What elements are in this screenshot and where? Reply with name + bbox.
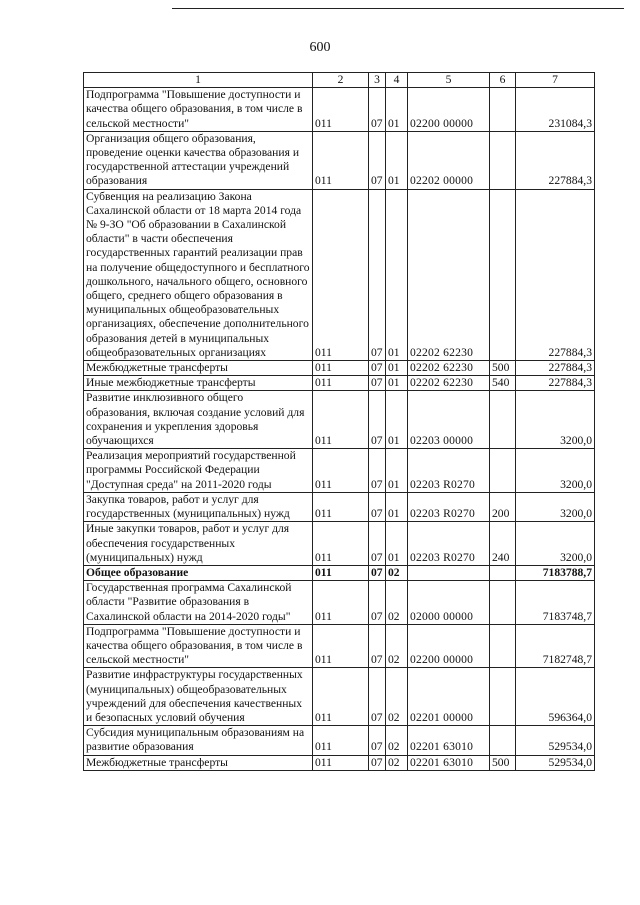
table-row [84, 522, 595, 566]
cell-expense-type [490, 565, 516, 580]
cell-target-article: 02202 62230 [408, 189, 490, 360]
cell-name: Межбюджетные трансферты [84, 755, 313, 770]
cell-section-code: 07 [369, 131, 386, 189]
cell-ministry-code: 011 [313, 492, 369, 521]
header-cell-5: 5 [408, 73, 490, 88]
table-row [84, 755, 595, 770]
cell-ministry-code: 011 [313, 755, 369, 770]
cell-name: Реализация мероприятий государственной программы Российской Федерации "Доступная среда" на 2011-2020 годы [84, 449, 313, 493]
cell-section-code: 07 [369, 624, 386, 668]
cell-target-article: 02202 62230 [408, 376, 490, 391]
cell-subsection-code: 01 [386, 189, 408, 360]
cell-expense-type: 240 [490, 522, 516, 566]
cell-amount: 7183748,7 [516, 581, 595, 625]
cell-target-article: 02203 R0270 [408, 449, 490, 493]
cell-ministry-code: 011 [313, 376, 369, 391]
cell-amount: 3200,0 [516, 449, 595, 493]
cell-ministry-code: 011 [313, 361, 369, 376]
cell-target-article: 02201 63010 [408, 726, 490, 755]
cell-section-code: 07 [369, 361, 386, 376]
cell-name: Субвенция на реализацию Закона Сахалинской области от 18 марта 2014 года № 9-ЗО "Об образовании в Сахалинской области" в части обеспечения государственных гарантий реализации прав на получение общедоступного и бесплатного дошкольного, начального общего, основного общего, среднего общего образования в муниципальных общеобразовательных организациях, обеспечение дополнительного образования детей в муниципальных общеобразовательных организациях [84, 189, 313, 360]
cell-subsection-code: 01 [386, 361, 408, 376]
table-row [84, 391, 595, 449]
cell-ministry-code: 011 [313, 624, 369, 668]
cell-section-code: 07 [369, 449, 386, 493]
cell-target-article: 02203 R0270 [408, 492, 490, 521]
cell-amount: 529534,0 [516, 755, 595, 770]
cell-ministry-code: 011 [313, 131, 369, 189]
cell-ministry-code: 011 [313, 522, 369, 566]
table-row [84, 726, 595, 755]
cell-ministry-code: 011 [313, 189, 369, 360]
table-row [84, 668, 595, 726]
header-cell-3: 3 [369, 73, 386, 88]
header-cell-2: 2 [313, 73, 369, 88]
cell-ministry-code: 011 [313, 391, 369, 449]
cell-amount: 529534,0 [516, 726, 595, 755]
cell-subsection-code: 01 [386, 391, 408, 449]
cell-expense-type [490, 88, 516, 132]
cell-target-article: 02202 00000 [408, 131, 490, 189]
cell-name: Организация общего образования, проведение оценки качества образования и государственной аттестации учреждений образования [84, 131, 313, 189]
header-cell-7: 7 [516, 73, 595, 88]
table-row [84, 361, 595, 376]
cell-subsection-code: 02 [386, 581, 408, 625]
cell-name: Подпрограмма "Повышение доступности и качества общего образования, в том числе в сельской местности" [84, 88, 313, 132]
cell-section-code: 07 [369, 189, 386, 360]
cell-subsection-code: 02 [386, 668, 408, 726]
table-row [84, 189, 595, 360]
cell-amount: 3200,0 [516, 391, 595, 449]
cell-ministry-code: 011 [313, 668, 369, 726]
cell-expense-type [490, 581, 516, 625]
cell-target-article: 02202 62230 [408, 361, 490, 376]
cell-name: Подпрограмма "Повышение доступности и качества общего образования, в том числе в сельской местности" [84, 624, 313, 668]
cell-target-article: 02203 R0270 [408, 522, 490, 566]
header-cell-1: 1 [84, 73, 313, 88]
cell-target-article: 02200 00000 [408, 88, 490, 132]
cell-amount: 227884,3 [516, 131, 595, 189]
cell-expense-type [490, 131, 516, 189]
cell-name: Иные межбюджетные трансферты [84, 376, 313, 391]
cell-ministry-code: 011 [313, 581, 369, 625]
cell-amount: 3200,0 [516, 492, 595, 521]
cell-name: Субсидия муниципальным образованиям на развитие образования [84, 726, 313, 755]
table-row [84, 565, 595, 580]
cell-subsection-code: 01 [386, 88, 408, 132]
cell-expense-type [490, 668, 516, 726]
cell-name: Межбюджетные трансферты [84, 361, 313, 376]
cell-section-code: 07 [369, 522, 386, 566]
header-cell-6: 6 [490, 73, 516, 88]
cell-ministry-code: 011 [313, 726, 369, 755]
cell-ministry-code: 011 [313, 565, 369, 580]
cell-section-code: 07 [369, 88, 386, 132]
cell-name: Общее образование [84, 565, 313, 580]
top-rule [172, 8, 624, 9]
cell-expense-type [490, 449, 516, 493]
table-row [84, 449, 595, 493]
cell-expense-type [490, 391, 516, 449]
cell-expense-type [490, 726, 516, 755]
cell-subsection-code: 01 [386, 376, 408, 391]
cell-target-article: 02201 00000 [408, 668, 490, 726]
table-row [84, 624, 595, 668]
cell-amount: 227884,3 [516, 189, 595, 360]
cell-name: Иные закупки товаров, работ и услуг для обеспечения государственных (муниципальных) нужд [84, 522, 313, 566]
cell-target-article: 02201 63010 [408, 755, 490, 770]
cell-subsection-code: 02 [386, 624, 408, 668]
cell-amount: 227884,3 [516, 376, 595, 391]
table-row [84, 131, 595, 189]
cell-subsection-code: 01 [386, 449, 408, 493]
cell-subsection-code: 01 [386, 131, 408, 189]
budget-table [83, 72, 595, 771]
cell-expense-type: 500 [490, 755, 516, 770]
cell-amount: 231084,3 [516, 88, 595, 132]
cell-name: Развитие инфраструктуры государственных (муниципальных) общеобразовательных учреждений для обеспечения качественных и безопасных условий обучения [84, 668, 313, 726]
table-row [84, 492, 595, 521]
cell-name: Государственная программа Сахалинской области "Развитие образования в Сахалинской области на 2014-2020 годы" [84, 581, 313, 625]
table-row [84, 88, 595, 132]
cell-target-article [408, 565, 490, 580]
table-row [84, 581, 595, 625]
cell-expense-type [490, 624, 516, 668]
cell-expense-type [490, 189, 516, 360]
cell-amount: 7182748,7 [516, 624, 595, 668]
cell-target-article: 02200 00000 [408, 624, 490, 668]
cell-amount: 596364,0 [516, 668, 595, 726]
cell-subsection-code: 02 [386, 565, 408, 580]
cell-subsection-code: 01 [386, 522, 408, 566]
cell-target-article: 02000 00000 [408, 581, 490, 625]
cell-subsection-code: 01 [386, 492, 408, 521]
cell-expense-type: 200 [490, 492, 516, 521]
cell-name: Развитие инклюзивного общего образования, включая создание условий для сохранения и укрепления здоровья обучающихся [84, 391, 313, 449]
cell-section-code: 07 [369, 376, 386, 391]
header-row [84, 73, 595, 88]
cell-ministry-code: 011 [313, 88, 369, 132]
cell-section-code: 07 [369, 391, 386, 449]
table-body [84, 88, 595, 771]
cell-subsection-code: 02 [386, 726, 408, 755]
cell-amount: 3200,0 [516, 522, 595, 566]
cell-amount: 227884,3 [516, 361, 595, 376]
cell-ministry-code: 011 [313, 449, 369, 493]
cell-section-code: 07 [369, 726, 386, 755]
header-cell-4: 4 [386, 73, 408, 88]
cell-subsection-code: 02 [386, 755, 408, 770]
cell-amount: 7183788,7 [516, 565, 595, 580]
cell-section-code: 07 [369, 565, 386, 580]
cell-section-code: 07 [369, 668, 386, 726]
cell-target-article: 02203 00000 [408, 391, 490, 449]
cell-section-code: 07 [369, 581, 386, 625]
table-row [84, 376, 595, 391]
cell-section-code: 07 [369, 755, 386, 770]
cell-expense-type: 500 [490, 361, 516, 376]
cell-section-code: 07 [369, 492, 386, 521]
page-number: 600 [309, 40, 331, 55]
cell-name: Закупка товаров, работ и услуг для государственных (муниципальных) нужд [84, 492, 313, 521]
cell-expense-type: 540 [490, 376, 516, 391]
